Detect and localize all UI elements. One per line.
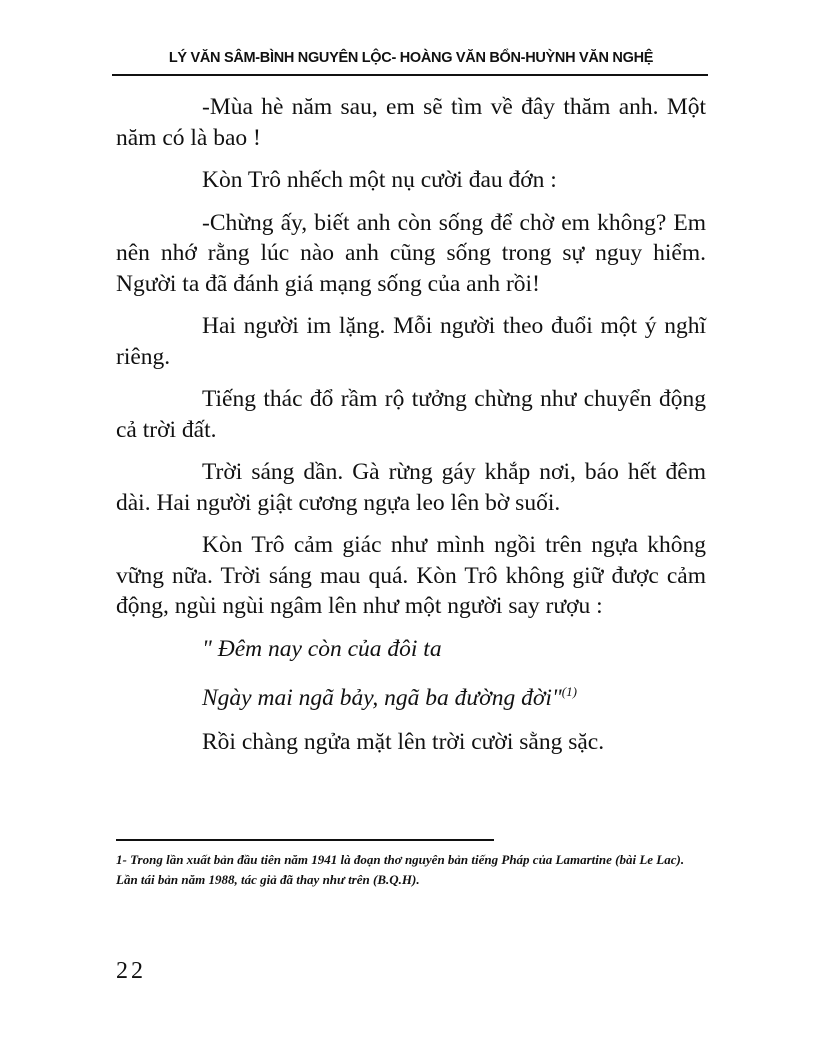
footnote-marker: (1) <box>561 684 577 699</box>
paragraph: Trời sáng dần. Gà rừng gáy khắp nơi, báo hết đêm dài. Hai người giật cương ngựa leo lên bờ suối. <box>116 459 706 516</box>
page-number: 22 <box>116 958 146 984</box>
closing-paragraph: Rồi chàng ngửa mặt lên trời cười sằng sặc. <box>202 728 605 755</box>
paragraph: Hai người im lặng. Mỗi người theo đuổi một ý nghĩ riêng. <box>116 313 706 370</box>
body-text <box>116 92 706 769</box>
paragraph: Kòn Trô cảm giác như mình ngồi trên ngựa không vững nữa. Trời sáng mau quá. Kòn Trô không giữ được cảm động, ngùi ngùi ngâm lên như một người say rượu : <box>116 532 706 619</box>
footnote-divider <box>116 839 494 841</box>
paragraph: Tiếng thác đổ rầm rộ tưởng chừng như chuyển động cả trời đất. <box>116 386 706 443</box>
paragraph: -Mùa hè năm sau, em sẽ tìm về đây thăm anh. Một năm có là bao ! <box>116 94 706 151</box>
verse-line-1: " Đêm nay còn của đôi ta <box>202 635 442 662</box>
header-divider <box>112 74 708 76</box>
paragraph: -Chừng ấy, biết anh còn sống để chờ em không? Em nên nhớ rằng lúc nào anh cũng sống trong sự nguy hiểm. Người ta đã đánh giá mạng sống của anh rồi! <box>116 209 706 297</box>
footnote: 1- Trong lần xuất bản đầu tiên năm 1941 là đoạn thơ nguyên bản tiếng Pháp của Lamartine (bài Le Lac). Lần tái bản năm 1988, tác giả đã thay như trên (B.Q.H). <box>116 852 685 887</box>
verse-line-2 <box>116 677 706 714</box>
paragraph: Kòn Trô nhếch một nụ cười đau đớn : <box>202 167 557 193</box>
running-header: LÝ VĂN SÂM-BÌNH NGUYÊN LỘC- HOÀNG VĂN BỔN-HUỲNH VĂN NGHỆ <box>168 50 654 66</box>
verse-line-2-text: Ngày mai ngã bảy, ngã ba đường đời" <box>202 685 562 711</box>
